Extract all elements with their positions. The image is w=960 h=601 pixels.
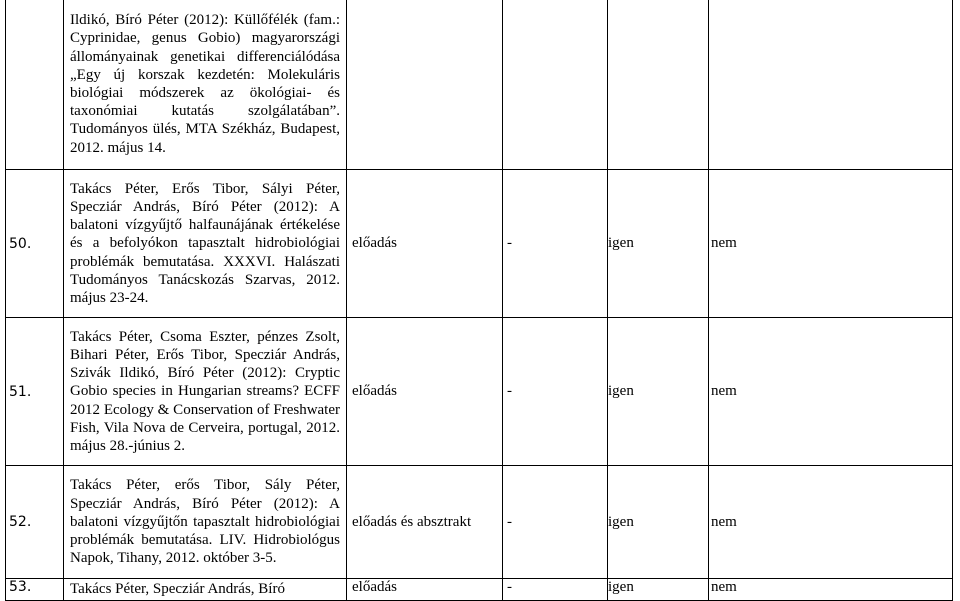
row-number: 53. bbox=[6, 579, 64, 601]
publication-table bbox=[5, 0, 953, 601]
table-row bbox=[6, 170, 953, 318]
row-dash: - bbox=[503, 466, 608, 579]
row-description-text: Ildikó, Bíró Péter (2012): Küllőfélék (fam.: Cyprinidae, genus Gobio) magyarországi állományainak genetikai differenciálódása „Egy új korszak kezdetén: Molekuláris biológiai módszerek az ökológiai- és taxonómiai kutatás szolgálatában”. Tudományos ülés, MTA Székház, Budapest, 2012. május 14. bbox=[70, 12, 340, 156]
row-dash: - bbox=[503, 170, 608, 318]
row-description bbox=[64, 466, 347, 579]
row-description-text: Takács Péter, Erős Tibor, Sályi Péter, Specziár András, Bíró Péter (2012): A balatoni vízgyűjtő halfaunájának értékelése és a befolyókon tapasztalt hidrobiológiai problémák bemutatása. XXXVI. Halászati Tudományos Tanácskozás Szarvas, 2012. május 23-24. bbox=[70, 180, 340, 306]
row-dash bbox=[503, 0, 608, 170]
row-type: előadás bbox=[347, 170, 503, 318]
table-row bbox=[6, 579, 953, 601]
row-description-text: Takács Péter, erős Tibor, Sály Péter, Specziár András, Bíró Péter (2012): A balatoni vízgyűjtőn tapasztalt hidrobiológiai problémák bemutatása. LIV. Hidrobiológus Napok, Tihany, 2012. október 3-5. bbox=[70, 477, 340, 567]
row-number bbox=[6, 0, 64, 170]
row-yes: igen bbox=[608, 318, 709, 466]
row-description-text: Takács Péter, Specziár András, Bíró bbox=[70, 581, 285, 597]
row-yes: igen bbox=[608, 170, 709, 318]
row-description bbox=[64, 0, 347, 170]
row-yes bbox=[608, 0, 709, 170]
row-number: 51. bbox=[6, 318, 64, 466]
row-yes: igen bbox=[608, 579, 709, 601]
row-number: 52. bbox=[6, 466, 64, 579]
table-row bbox=[6, 466, 953, 579]
row-dash: - bbox=[503, 318, 608, 466]
row-yes: igen bbox=[608, 466, 709, 579]
row-dash: - bbox=[503, 579, 608, 601]
table-row bbox=[6, 318, 953, 466]
row-no: nem bbox=[709, 466, 953, 579]
row-type: előadás bbox=[347, 318, 503, 466]
row-description bbox=[64, 318, 347, 466]
row-type: előadás bbox=[347, 579, 503, 601]
table-row bbox=[6, 0, 953, 170]
row-description bbox=[64, 170, 347, 318]
row-description-text: Takács Péter, Csoma Eszter, pénzes Zsolt, Bihari Péter, Erős Tibor, Specziár András, Szivák Ildikó, Bíró Péter (2012): Cryptic Gobio species in Hungarian streams? ECFF 2012 Ecology & Conservation of Freshwater Fish, Vila Nova de Cerveira, portugal, 2012. május 28.-június 2. bbox=[70, 328, 340, 454]
row-description bbox=[64, 579, 347, 601]
row-type bbox=[347, 0, 503, 170]
row-no: nem bbox=[709, 579, 953, 601]
row-number: 50. bbox=[6, 170, 64, 318]
row-no bbox=[709, 0, 953, 170]
row-no: nem bbox=[709, 170, 953, 318]
row-no: nem bbox=[709, 318, 953, 466]
row-type: előadás és absztrakt bbox=[347, 466, 503, 579]
